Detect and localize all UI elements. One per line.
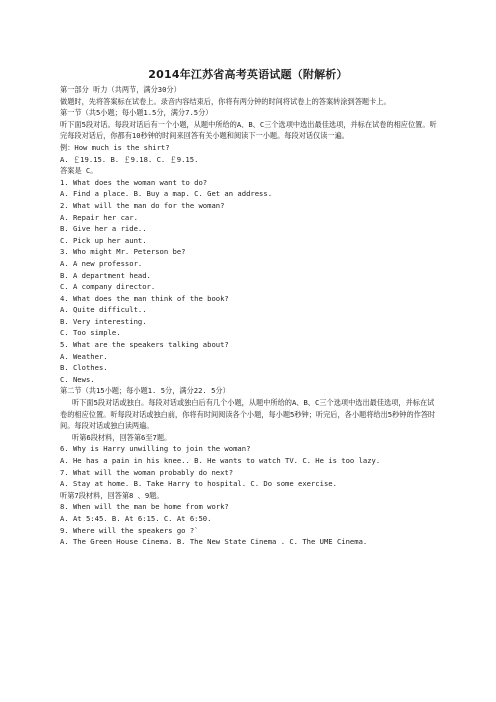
text-line: 7. What will the woman probably do next? <box>60 467 234 477</box>
text-line: 第一部分 听力（共两节，满分30分） <box>60 85 181 94</box>
text-line: A. The Green House Cinema. B. The New State Cinema . C. The UME Cinema. <box>60 537 368 547</box>
text-line: 4. What does the man think of the book? <box>60 293 229 303</box>
text-line: B. Give her a ride.. <box>60 224 147 234</box>
text-line: C. Pick up her aunt. <box>60 235 147 245</box>
text-line: 听下面5段对话。每段对话后有一个小题，从题中所给的A、B、C三个选项中选出最佳选项，并标在试卷的相应位置。听完每段对话后，你都有10秒钟的时间来回答有关小题和阅读下一小题。每段对话仅读一遍。 <box>60 119 437 141</box>
text-line: 听下面5段对话或独白。每段对话或独白后有几个小题，从题中所给的A、B、C三个选项中选出最佳选项，并标在试卷的相应位置。听每段对话或独白前，你将有时间阅读各个小题，每小题5秒钟；听完后，各小题将给出5秒钟的作答时间。每段对话或独白读两遍。 <box>60 398 436 431</box>
text-line: 6. Why is Harry unwilling to join the woman? <box>60 444 251 454</box>
text-line: A. A new professor. <box>60 258 143 268</box>
text-line: 1. What does the woman want to do? <box>60 177 208 187</box>
text-line: A. At 5:45. B. At 6:15. C. At 6:50. <box>60 513 212 523</box>
text-line: 5. What are the speakers talking about? <box>60 340 229 350</box>
text-line: C. A company director. <box>60 282 156 292</box>
text-line: A. He has a pain in his knee.. B. He wants to watch TV. C. He is too lazy. <box>60 456 381 465</box>
text-line: A. ￡19.15. B. ￡9.18. C. ￡9.15. <box>60 154 199 164</box>
text-line: 第一节（共5小题；每小题1.5分，满分7.5分） <box>60 108 213 118</box>
text-line: B. Very interesting. <box>60 316 147 326</box>
text-line: C. Too simple. <box>60 328 121 338</box>
text-line: 听第6段材料，回答第6至7题。 <box>72 432 172 442</box>
text-line: A. Weather. <box>60 351 108 361</box>
text-line: 3. Who might Mr. Peterson be? <box>60 247 186 257</box>
text-line: 第二节（共15小题；每小题1. 5分，满分22. 5分） <box>60 386 230 396</box>
text-line: B. A department head. <box>60 270 151 280</box>
text-line: B. Clothes. <box>60 363 108 373</box>
text-line: 做题时，先将答案标在试卷上。录音内容结束后，你将有两分钟的时间将试卷上的答案转涂到答题卡上。 <box>60 96 391 106</box>
document-body <box>60 84 438 548</box>
document-title: 2014年江苏省高考英语试题（附解析） <box>148 68 348 81</box>
text-line: 8. When will the man be home from work? <box>60 502 229 512</box>
text-line: 答案是 C。 <box>60 166 98 176</box>
text-line: 听第7段材料，回答第8 、9题。 <box>60 490 164 500</box>
text-line: 例：How much is the shirt? <box>60 142 170 152</box>
text-line: 9. Where will the speakers go ?` <box>60 525 199 535</box>
text-line: A. Repair her car. <box>60 212 138 222</box>
text-line: A. Stay at home. B. Take Harry to hospital. C. Do some exercise. <box>60 479 337 489</box>
text-line: A. Find a place. B. Buy a map. C. Get an address. <box>60 189 273 199</box>
text-line: 2. What will the man do for the woman? <box>60 200 225 210</box>
text-line: A. Quite difficult.. <box>60 305 147 315</box>
text-line: C. News. <box>60 374 95 384</box>
